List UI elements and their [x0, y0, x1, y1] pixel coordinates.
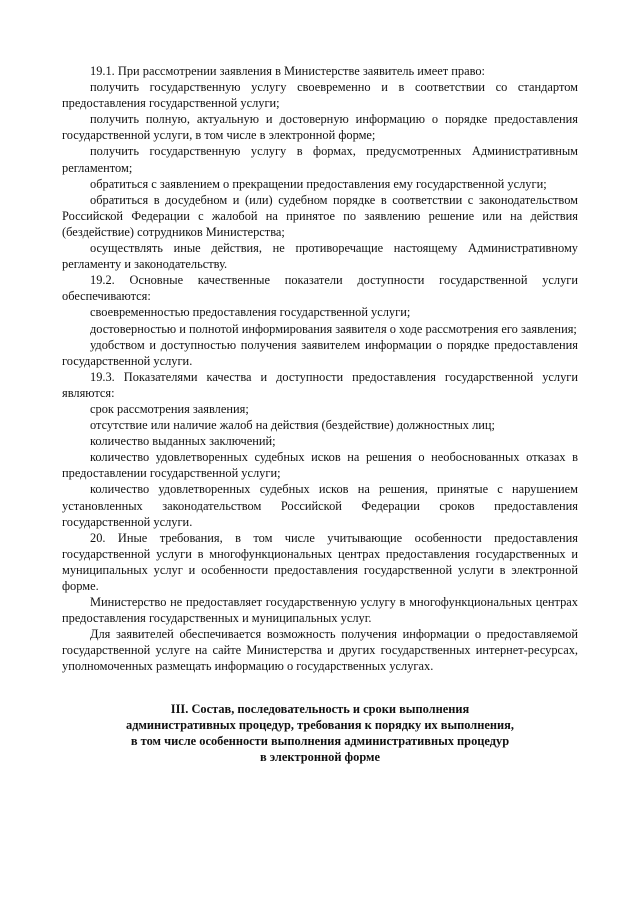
document-page	[62, 63, 578, 765]
paragraph-conclusions: количество выданных заключений;	[90, 434, 276, 449]
section-heading-line-2: административных процедур, требования к порядку их выполнения,	[126, 717, 514, 732]
paragraph-19-3: 19.3. Показателями качества и доступности предоставления государственной услуги являются:	[62, 369, 578, 400]
paragraph-right-forms: получить государственную услугу в формах, предусмотренных Административным регламентом;	[62, 144, 578, 175]
paragraph-19-2: 19.2. Основные качественные показатели доступности государственной услуги обеспечиваются:	[62, 273, 578, 304]
paragraph-complaints: отсутствие или наличие жалоб на действия (бездействие) должностных лиц;	[90, 418, 495, 433]
paragraph-online-info: Для заявителей обеспечивается возможность получения информации о предоставляемой государственной услуге на сайте Министерства и других государственных интернет-ресурсах, уполномоченных размещать информацию о государственных услугах.	[62, 627, 578, 674]
section-heading-line-3: в том числе особенности выполнения административных процедур	[130, 733, 510, 748]
paragraph-timeliness: своевременностью предоставления государственной услуги;	[90, 305, 411, 320]
section-heading-iii	[62, 701, 578, 765]
paragraph-reliability: достоверностью и полнотой информирования заявителя о ходе рассмотрения его заявления;	[90, 321, 577, 336]
section-heading-line-1: III. Состав, последовательность и сроки выполнения	[170, 701, 470, 716]
paragraph-19-1: 19.1. При рассмотрении заявления в Министерстве заявитель имеет право:	[90, 64, 485, 78]
paragraph-right-info: получить полную, актуальную и достоверную информацию о порядке предоставления государственной услуги, в том числе в электронной форме;	[62, 112, 578, 143]
paragraph-lawsuits-refusals: количество удовлетворенных судебных исков на решения о необоснованных отказах в предоставлении государственной услуги;	[62, 450, 578, 481]
paragraph-right-other: осуществлять иные действия, не противоречащие настоящему Административному регламенту и законодательству.	[62, 241, 578, 272]
paragraph-lawsuits-deadlines: количество удовлетворенных судебных исков на решения, принятые с нарушением установленных законодательством Российской Федерации сроков предоставления государственной услуги.	[62, 482, 578, 529]
paragraph-right-appeal: обратиться в досудебном и (или) судебном порядке в соответствии с законодательством Российской Федерации с жалобой на принятое по заявлению решение или на действия (бездействие) сотрудников Министерства;	[62, 192, 578, 239]
paragraph-mfc: Министерство не предоставляет государственную услугу в многофункциональных центрах предоставления государственных и муниципальных услуг.	[62, 595, 578, 626]
paragraph-convenience: удобством и доступностью получения заявителем информации о порядке предоставления государственной услуги.	[62, 337, 578, 368]
paragraph-right-terminate: обратиться с заявлением о прекращении предоставления ему государственной услуги;	[90, 176, 547, 191]
paragraph-20: 20. Иные требования, в том числе учитывающие особенности предоставления государственной услуги в многофункциональных центрах предоставления государственных и муниципальных услуг и особенности предоставления государственной услуги в электронной форме.	[62, 530, 578, 593]
section-heading-line-4: в электронной форме	[260, 749, 380, 764]
paragraph-right-timely: получить государственную услугу своевременно и в соответствии со стандартом предоставления государственной услуги;	[62, 80, 578, 111]
paragraph-review-term: срок рассмотрения заявления;	[90, 401, 249, 416]
